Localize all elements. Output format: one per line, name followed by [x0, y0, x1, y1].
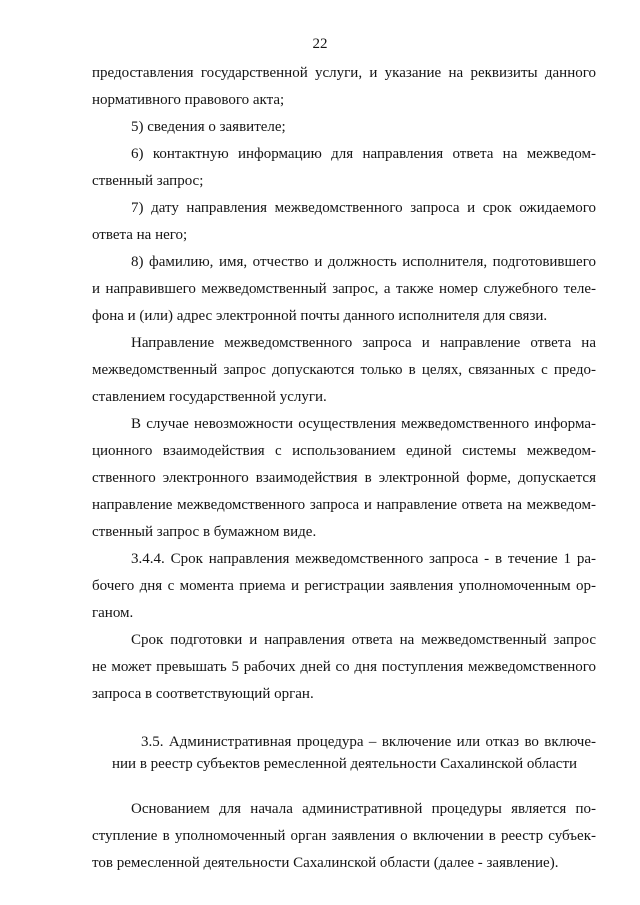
text-line: бочего дня с момента приема и регистрации заявления уполномоченным ор-: [92, 578, 596, 594]
text-line: 7) дату направления межведомственного запроса и срок ожидаемого: [131, 200, 596, 216]
text-line: Срок подготовки и направления ответа на межведомственный запрос: [131, 632, 596, 648]
section-heading: 3.5. Административная процедура – включение или отказ во включе-: [141, 734, 596, 750]
text-line: Направление межведомственного запроса и направление ответа на: [131, 335, 596, 351]
text-line: ственный запрос;: [92, 173, 204, 189]
text-line: направление межведомственного запроса и направление ответа на межведом-: [92, 497, 596, 513]
text-line: тов ремесленной деятельности Сахалинской области (далее - заявление).: [92, 855, 559, 871]
text-line: ступление в уполномоченный орган заявления о включении в реестр субъек-: [92, 828, 596, 844]
text-line: ганом.: [92, 605, 134, 621]
text-line: ответа на него;: [92, 227, 188, 243]
text-line: фона и (или) адрес электронной почты данного исполнителя для связи.: [92, 308, 548, 324]
text-line: 6) контактную информацию для направления ответа на межведом-: [131, 146, 596, 162]
text-line: 3.4.4. Срок направления межведомственного запроса - в течение 1 ра-: [131, 551, 596, 567]
section-heading: нии в реестр субъектов ремесленной деятельности Сахалинской области: [112, 756, 578, 772]
text-line: В случае невозможности осуществления межведомственного информа-: [131, 416, 596, 432]
text-line: ственный запрос в бумажном виде.: [92, 524, 317, 540]
text-line: Основанием для начала административной процедуры является по-: [131, 801, 596, 817]
text-line: и направившего межведомственный запрос, а также номер служебного теле-: [92, 281, 596, 297]
text-line: не может превышать 5 рабочих дней со дня поступления межведомственного: [92, 659, 596, 675]
text-line: 8) фамилию, имя, отчество и должность исполнителя, подготовившего: [131, 254, 596, 270]
text-line: запроса в соответствующий орган.: [92, 686, 314, 702]
text-line: предоставления государственной услуги, и указание на реквизиты данного: [92, 65, 596, 81]
text-line: 5) сведения о заявителе;: [131, 119, 286, 135]
text-line: нормативного правового акта;: [92, 92, 285, 108]
text-line: ставлением государственной услуги.: [92, 389, 327, 405]
text-line: межведомственный запрос допускаются только в целях, связанных с предо-: [92, 362, 596, 378]
text-line: ственного электронного взаимодействия в электронной форме, допускается: [92, 470, 596, 486]
text-line: ционного взаимодействия с использованием единой системы межведом-: [92, 443, 596, 459]
page-number: 22: [312, 36, 328, 52]
